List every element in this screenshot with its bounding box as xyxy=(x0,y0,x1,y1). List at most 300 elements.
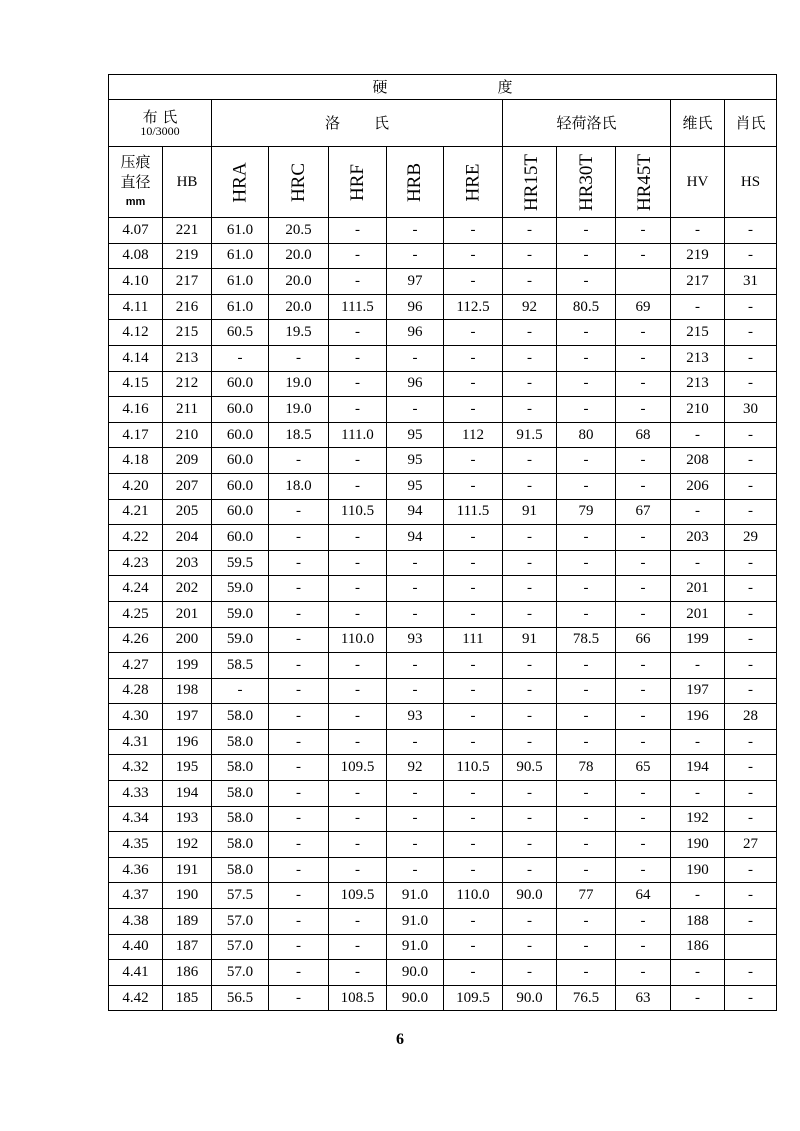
table-row xyxy=(109,985,777,1011)
table-cell: 192 xyxy=(163,832,212,858)
table-cell: 195 xyxy=(163,755,212,781)
table-cell: 4.14 xyxy=(109,345,163,371)
table-cell: - xyxy=(387,781,444,807)
table-cell: - xyxy=(725,371,777,397)
table-cell: 201 xyxy=(671,601,725,627)
table-cell: 90.0 xyxy=(503,883,557,909)
table-cell: 4.35 xyxy=(109,832,163,858)
table-cell: - xyxy=(444,806,503,832)
col-hr30t: HR30T xyxy=(575,153,597,211)
table-row xyxy=(109,806,777,832)
table-cell: - xyxy=(387,550,444,576)
table-cell: 91 xyxy=(503,627,557,653)
table-cell: 90.5 xyxy=(503,755,557,781)
table-row xyxy=(109,422,777,448)
table-cell: - xyxy=(503,550,557,576)
table-cell: - xyxy=(387,601,444,627)
table-cell: 190 xyxy=(163,883,212,909)
table-cell: 191 xyxy=(163,857,212,883)
table-cell: 78 xyxy=(557,755,616,781)
table-row xyxy=(109,832,777,858)
table-row xyxy=(109,550,777,576)
table-cell: 217 xyxy=(671,269,725,295)
table-cell: - xyxy=(329,909,387,935)
table-cell: 63 xyxy=(616,985,671,1011)
superficial-rockwell-header: 轻荷洛氏 xyxy=(503,100,671,147)
table-cell: - xyxy=(387,653,444,679)
title-right: 度 xyxy=(497,77,513,96)
table-cell xyxy=(616,269,671,295)
table-cell: 109.5 xyxy=(329,883,387,909)
col-hrc: HRC xyxy=(287,162,309,202)
table-cell: 198 xyxy=(163,678,212,704)
table-cell: 93 xyxy=(387,704,444,730)
table-cell: 90.0 xyxy=(387,960,444,986)
table-cell: 68 xyxy=(616,422,671,448)
table-cell: - xyxy=(269,627,329,653)
table-cell: - xyxy=(616,704,671,730)
table-cell: 76.5 xyxy=(557,985,616,1011)
table-cell: - xyxy=(503,960,557,986)
table-cell: 90.0 xyxy=(503,985,557,1011)
table-row xyxy=(109,218,777,244)
table-cell: 57.0 xyxy=(212,909,269,935)
table-cell: 221 xyxy=(163,218,212,244)
table-cell: 201 xyxy=(163,601,212,627)
table-cell: 215 xyxy=(671,320,725,346)
table-cell: 19.0 xyxy=(269,397,329,423)
table-cell: - xyxy=(269,832,329,858)
table-cell: - xyxy=(269,601,329,627)
hardness-conversion-table xyxy=(108,74,777,1011)
table-cell: 4.16 xyxy=(109,397,163,423)
table-cell: 59.0 xyxy=(212,601,269,627)
table-row xyxy=(109,397,777,423)
rockwell-header xyxy=(212,100,503,147)
table-cell: - xyxy=(444,857,503,883)
table-cell: 193 xyxy=(163,806,212,832)
table-cell: 61.0 xyxy=(212,294,269,320)
table-cell: - xyxy=(503,243,557,269)
table-cell: 57.0 xyxy=(212,934,269,960)
col-hre-cell xyxy=(444,147,503,218)
table-row xyxy=(109,755,777,781)
vickers-header: 维氏 xyxy=(671,100,725,147)
table-cell: 192 xyxy=(671,806,725,832)
table-cell: 196 xyxy=(671,704,725,730)
table-cell: 20.0 xyxy=(269,243,329,269)
table-cell: - xyxy=(329,653,387,679)
table-cell: 59.0 xyxy=(212,627,269,653)
table-cell: 18.5 xyxy=(269,422,329,448)
table-cell: - xyxy=(444,550,503,576)
table-cell: - xyxy=(616,934,671,960)
table-row xyxy=(109,243,777,269)
table-cell: - xyxy=(725,243,777,269)
table-cell: - xyxy=(269,806,329,832)
table-cell: - xyxy=(725,627,777,653)
table-cell: 194 xyxy=(163,781,212,807)
table-cell: - xyxy=(444,704,503,730)
table-cell: - xyxy=(557,960,616,986)
table-cell: 78.5 xyxy=(557,627,616,653)
table-cell: - xyxy=(557,832,616,858)
table-cell: 4.17 xyxy=(109,422,163,448)
table-cell: 96 xyxy=(387,294,444,320)
table-row xyxy=(109,525,777,551)
table-row xyxy=(109,704,777,730)
col-hre: HRE xyxy=(462,163,484,201)
table-cell: 200 xyxy=(163,627,212,653)
table-row xyxy=(109,269,777,295)
table-cell: 203 xyxy=(163,550,212,576)
table-cell: - xyxy=(329,448,387,474)
table-cell: 92 xyxy=(503,294,557,320)
col-hrf: HRF xyxy=(347,163,368,201)
depth-line2: 直径 xyxy=(120,173,151,191)
table-cell: - xyxy=(616,473,671,499)
table-cell: - xyxy=(329,678,387,704)
table-cell: - xyxy=(444,371,503,397)
table-cell: 58.5 xyxy=(212,653,269,679)
table-cell: - xyxy=(725,345,777,371)
table-cell: - xyxy=(329,576,387,602)
table-cell: - xyxy=(503,653,557,679)
table-cell: - xyxy=(503,473,557,499)
indent-diameter-header xyxy=(109,147,163,218)
table-cell: 95 xyxy=(387,422,444,448)
table-cell: - xyxy=(329,781,387,807)
table-cell: 110.0 xyxy=(444,883,503,909)
table-cell: - xyxy=(329,601,387,627)
title-left: 硬 xyxy=(372,77,388,96)
table-cell: 60.0 xyxy=(212,371,269,397)
table-cell: 210 xyxy=(163,422,212,448)
table-cell: 110.0 xyxy=(329,627,387,653)
col-hra-cell xyxy=(212,147,269,218)
table-cell: 93 xyxy=(387,627,444,653)
table-cell: 60.0 xyxy=(212,448,269,474)
table-cell: 4.11 xyxy=(109,294,163,320)
table-cell: 109.5 xyxy=(444,985,503,1011)
table-cell: - xyxy=(329,832,387,858)
table-cell: - xyxy=(671,653,725,679)
col-hb: HB xyxy=(163,147,212,218)
table-cell: - xyxy=(329,243,387,269)
table-cell: 77 xyxy=(557,883,616,909)
table-cell: 111.0 xyxy=(329,422,387,448)
table-cell: - xyxy=(269,883,329,909)
table-cell: 185 xyxy=(163,985,212,1011)
table-cell: - xyxy=(503,525,557,551)
table-cell: - xyxy=(329,960,387,986)
table-cell: 80 xyxy=(557,422,616,448)
table-cell: 4.27 xyxy=(109,653,163,679)
rockwell-left: 洛 xyxy=(324,113,340,132)
table-cell: - xyxy=(557,601,616,627)
table-cell: - xyxy=(671,294,725,320)
table-cell: 4.15 xyxy=(109,371,163,397)
table-cell: 199 xyxy=(671,627,725,653)
table-cell: - xyxy=(444,397,503,423)
table-cell: 4.31 xyxy=(109,729,163,755)
table-cell: 110.5 xyxy=(444,755,503,781)
table-cell: 69 xyxy=(616,294,671,320)
table-cell: - xyxy=(329,857,387,883)
table-cell: 4.42 xyxy=(109,985,163,1011)
table-cell: - xyxy=(725,678,777,704)
unit-header-row xyxy=(109,147,777,218)
table-cell: 91.0 xyxy=(387,909,444,935)
table-cell: 91.5 xyxy=(503,422,557,448)
table-cell: - xyxy=(503,806,557,832)
table-cell: 58.0 xyxy=(212,832,269,858)
table-title-row xyxy=(109,75,777,100)
table-cell: - xyxy=(503,576,557,602)
table-cell: 66 xyxy=(616,627,671,653)
table-cell: 96 xyxy=(387,320,444,346)
table-cell: - xyxy=(503,320,557,346)
table-cell: 65 xyxy=(616,755,671,781)
table-row xyxy=(109,601,777,627)
table-cell: 60.0 xyxy=(212,422,269,448)
table-cell: 111.5 xyxy=(444,499,503,525)
table-cell: - xyxy=(557,525,616,551)
table-cell: - xyxy=(671,781,725,807)
table-cell: 97 xyxy=(387,269,444,295)
table-cell: - xyxy=(444,832,503,858)
table-cell: - xyxy=(269,525,329,551)
table-cell: 91.0 xyxy=(387,934,444,960)
table-cell: 30 xyxy=(725,397,777,423)
table-cell: - xyxy=(616,729,671,755)
table-cell: 204 xyxy=(163,525,212,551)
table-cell: - xyxy=(725,294,777,320)
table-cell: 213 xyxy=(671,345,725,371)
table-cell: - xyxy=(616,832,671,858)
table-cell: - xyxy=(444,320,503,346)
table-cell: 213 xyxy=(671,371,725,397)
table-cell: - xyxy=(329,218,387,244)
table-cell: - xyxy=(444,934,503,960)
table-cell: - xyxy=(329,704,387,730)
table-cell: - xyxy=(329,934,387,960)
table-cell: - xyxy=(269,448,329,474)
table-cell: - xyxy=(269,704,329,730)
table-cell: - xyxy=(725,473,777,499)
table-cell: 216 xyxy=(163,294,212,320)
table-cell: - xyxy=(557,857,616,883)
table-cell: - xyxy=(503,934,557,960)
table-cell: 194 xyxy=(671,755,725,781)
rockwell-right: 氏 xyxy=(374,113,390,132)
table-cell: 67 xyxy=(616,499,671,525)
table-cell: - xyxy=(269,576,329,602)
brinell-sub: 10/3000 xyxy=(140,123,180,138)
table-cell: 90.0 xyxy=(387,985,444,1011)
table-cell: - xyxy=(212,345,269,371)
table-cell: - xyxy=(725,883,777,909)
table-cell: 209 xyxy=(163,448,212,474)
table-cell: - xyxy=(616,857,671,883)
table-cell: 4.25 xyxy=(109,601,163,627)
table-cell: - xyxy=(557,269,616,295)
table-cell: - xyxy=(557,576,616,602)
table-cell: - xyxy=(503,269,557,295)
table-cell: - xyxy=(616,525,671,551)
table-cell: - xyxy=(557,934,616,960)
table-cell: - xyxy=(557,909,616,935)
table-cell: - xyxy=(725,576,777,602)
table-cell: 79 xyxy=(557,499,616,525)
table-cell: - xyxy=(725,218,777,244)
table-cell: 201 xyxy=(671,576,725,602)
table-row xyxy=(109,448,777,474)
table-cell: - xyxy=(387,576,444,602)
table-cell: 19.0 xyxy=(269,371,329,397)
table-cell: - xyxy=(329,371,387,397)
table-cell: 60.0 xyxy=(212,397,269,423)
table-cell: - xyxy=(444,960,503,986)
table-cell: - xyxy=(671,218,725,244)
table-cell: - xyxy=(329,473,387,499)
table-cell: - xyxy=(503,781,557,807)
table-cell: 212 xyxy=(163,371,212,397)
table-cell: 61.0 xyxy=(212,218,269,244)
table-cell: 95 xyxy=(387,448,444,474)
table-cell: 20.5 xyxy=(269,218,329,244)
table-cell: - xyxy=(557,218,616,244)
table-cell: - xyxy=(503,371,557,397)
table-cell: 213 xyxy=(163,345,212,371)
table-cell: 196 xyxy=(163,729,212,755)
table-cell: - xyxy=(444,473,503,499)
table-cell: - xyxy=(557,371,616,397)
table-cell: - xyxy=(671,729,725,755)
table-cell: 110.5 xyxy=(329,499,387,525)
table-cell: 92 xyxy=(387,755,444,781)
col-hr30t-cell xyxy=(557,147,616,218)
table-cell: - xyxy=(725,985,777,1011)
table-cell: - xyxy=(387,857,444,883)
table-cell: 203 xyxy=(671,525,725,551)
table-cell: 206 xyxy=(671,473,725,499)
col-hrb-cell xyxy=(387,147,444,218)
table-cell: - xyxy=(557,729,616,755)
table-row xyxy=(109,960,777,986)
table-cell: 4.33 xyxy=(109,781,163,807)
table-cell: - xyxy=(444,345,503,371)
table-cell: - xyxy=(444,601,503,627)
table-cell: - xyxy=(269,653,329,679)
table-cell: - xyxy=(387,397,444,423)
table-row xyxy=(109,576,777,602)
table-cell: - xyxy=(671,883,725,909)
table-cell: - xyxy=(671,985,725,1011)
table-cell: 219 xyxy=(163,243,212,269)
table-cell: 31 xyxy=(725,269,777,295)
table-row xyxy=(109,678,777,704)
table-cell: 95 xyxy=(387,473,444,499)
table-cell: - xyxy=(503,678,557,704)
table-cell: - xyxy=(503,448,557,474)
table-cell: 80.5 xyxy=(557,294,616,320)
table-cell: - xyxy=(557,806,616,832)
table-cell: 91 xyxy=(503,499,557,525)
table-cell: - xyxy=(616,678,671,704)
table-cell: - xyxy=(725,960,777,986)
table-cell: 111.5 xyxy=(329,294,387,320)
table-cell: 59.5 xyxy=(212,550,269,576)
table-cell: 29 xyxy=(725,525,777,551)
table-cell: - xyxy=(444,909,503,935)
table-cell: - xyxy=(444,576,503,602)
table-cell: - xyxy=(725,550,777,576)
table-cell: 217 xyxy=(163,269,212,295)
table-cell: - xyxy=(616,243,671,269)
table-cell: - xyxy=(725,422,777,448)
table-cell: - xyxy=(671,960,725,986)
table-row xyxy=(109,499,777,525)
table-cell: - xyxy=(269,729,329,755)
table-cell: - xyxy=(557,448,616,474)
table-cell: - xyxy=(725,755,777,781)
table-cell: 19.5 xyxy=(269,320,329,346)
table-cell: 59.0 xyxy=(212,576,269,602)
table-cell: - xyxy=(329,729,387,755)
table-cell: 58.0 xyxy=(212,755,269,781)
table-row xyxy=(109,934,777,960)
table-cell: - xyxy=(387,832,444,858)
table-row xyxy=(109,371,777,397)
table-cell: - xyxy=(387,345,444,371)
table-cell: - xyxy=(616,397,671,423)
table-cell: 4.32 xyxy=(109,755,163,781)
table-row xyxy=(109,729,777,755)
table-cell: - xyxy=(503,909,557,935)
table-cell: - xyxy=(503,345,557,371)
col-hr15t: HR15T xyxy=(521,153,542,211)
table-cell: - xyxy=(503,397,557,423)
table-cell: 207 xyxy=(163,473,212,499)
table-cell: 197 xyxy=(163,704,212,730)
col-hv: HV xyxy=(671,147,725,218)
table-cell: 4.20 xyxy=(109,473,163,499)
depth-line1: 压痕 xyxy=(120,153,151,171)
table-cell: 219 xyxy=(671,243,725,269)
table-cell: - xyxy=(725,448,777,474)
table-row xyxy=(109,627,777,653)
table-cell: - xyxy=(329,806,387,832)
table-cell: - xyxy=(616,448,671,474)
table-cell: 211 xyxy=(163,397,212,423)
table-cell: 4.36 xyxy=(109,857,163,883)
table-cell: - xyxy=(329,320,387,346)
table-cell: 60.0 xyxy=(212,473,269,499)
table-cell: 4.41 xyxy=(109,960,163,986)
table-cell: 4.22 xyxy=(109,525,163,551)
table-row xyxy=(109,857,777,883)
table-cell: 4.08 xyxy=(109,243,163,269)
table-cell: - xyxy=(616,909,671,935)
table-cell: - xyxy=(671,499,725,525)
table-cell: - xyxy=(557,345,616,371)
table-cell: 94 xyxy=(387,499,444,525)
table-cell: 4.30 xyxy=(109,704,163,730)
table-cell: - xyxy=(269,499,329,525)
table-cell: - xyxy=(671,422,725,448)
shore-header: 肖氏 xyxy=(725,100,777,147)
